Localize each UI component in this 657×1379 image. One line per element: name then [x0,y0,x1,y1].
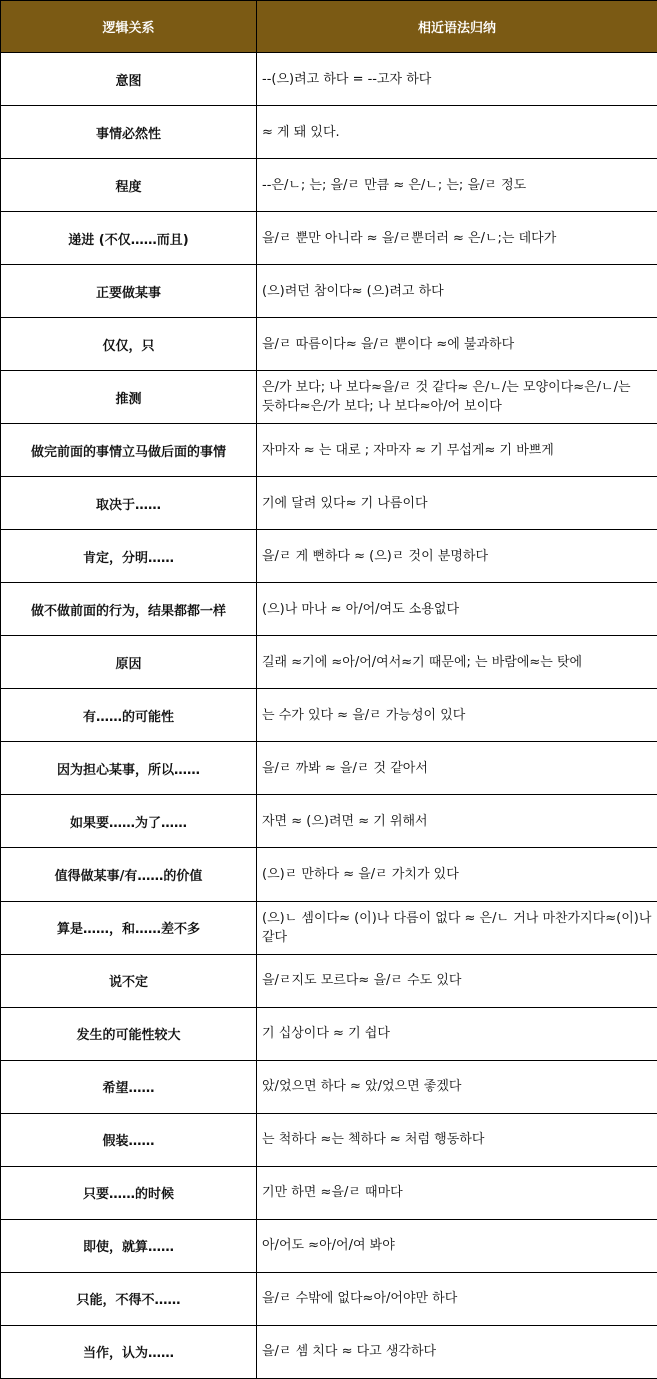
table-row [1,530,657,583]
logic-relation-cell: 仅仅，只 [1,318,257,371]
logic-relation-cell: 有……的可能性 [1,689,257,742]
header-logic-relation: 逻辑关系 [1,1,257,53]
grammar-cell: (으)ㄹ 만하다 ≈ 을/ㄹ 가치가 있다 [257,848,657,901]
logic-relation-cell: 希望…… [1,1060,257,1113]
table-row [1,424,657,477]
logic-relation-cell: 当作，认为…… [1,1325,257,1378]
table-row [1,901,657,954]
grammar-cell: 을/ㄹ지도 모르다≈ 을/ㄹ 수도 있다 [257,954,657,1007]
grammar-cell: --은/ㄴ; 는; 을/ㄹ 만큼 ≈ 은/ㄴ; 는; 을/ㄹ 정도 [257,159,657,212]
grammar-cell: 아/어도 ≈아/어/여 봐야 [257,1219,657,1272]
logic-relation-cell: 假装…… [1,1113,257,1166]
grammar-cell: 을/ㄹ 따름이다≈ 을/ㄹ 뿐이다 ≈에 불과하다 [257,318,657,371]
table-row [1,106,657,159]
table-row [1,954,657,1007]
logic-relation-cell: 程度 [1,159,257,212]
table-row [1,636,657,689]
table-row [1,583,657,636]
logic-relation-cell: 只能，不得不…… [1,1272,257,1325]
table-row [1,1325,657,1378]
logic-relation-cell: 正要做某事 [1,265,257,318]
table-row [1,53,657,106]
table-row [1,742,657,795]
table-row [1,318,657,371]
grammar-cell: 을/ㄹ 게 뻔하다 ≈ (으)ㄹ 것이 분명하다 [257,530,657,583]
table-row [1,848,657,901]
logic-relation-cell: 因为担心某事，所以…… [1,742,257,795]
logic-relation-cell: 递进 (不仅……而且) [1,212,257,265]
grammar-cell: ≈ 게 돼 있다. [257,106,657,159]
grammar-cell: 을/ㄹ 뿐만 아니라 ≈ 을/ㄹ뿐더러 ≈ 은/ㄴ;는 데다가 [257,212,657,265]
table-row [1,159,657,212]
grammar-cell: 기 십상이다 ≈ 기 쉽다 [257,1007,657,1060]
table-header [1,1,657,53]
table-row [1,1113,657,1166]
table-row [1,1166,657,1219]
grammar-cell: 기만 하면 ≈을/ㄹ 때마다 [257,1166,657,1219]
grammar-cell: 을/ㄹ 수밖에 없다≈아/어야만 하다 [257,1272,657,1325]
grammar-cell: 았/었으면 하다 ≈ 았/었으면 좋겠다 [257,1060,657,1113]
grammar-cell: 는 수가 있다 ≈ 을/ㄹ 가능성이 있다 [257,689,657,742]
table-row [1,795,657,848]
table-row [1,477,657,530]
table-row [1,1272,657,1325]
table-row [1,1219,657,1272]
table-row [1,212,657,265]
logic-relation-cell: 做不做前面的行为，结果都都一样 [1,583,257,636]
logic-relation-cell: 只要……的时候 [1,1166,257,1219]
logic-relation-cell: 算是……，和……差不多 [1,901,257,954]
grammar-cell: 을/ㄹ 까봐 ≈ 을/ㄹ 것 같아서 [257,742,657,795]
header-row [1,1,657,53]
logic-relation-cell: 意图 [1,53,257,106]
table-row [1,1060,657,1113]
logic-relation-cell: 如果要……为了…… [1,795,257,848]
grammar-cell: --(으)려고 하다 = --고자 하다 [257,53,657,106]
table-row [1,689,657,742]
logic-relation-cell: 即使，就算…… [1,1219,257,1272]
grammar-cell: (으)ㄴ 셈이다≈ (이)나 다름이 없다 ≈ 은/ㄴ 거나 마찬가지다≈(이)나 같다 [257,901,657,954]
grammar-cell: 는 척하다 ≈는 첵하다 ≈ 처럼 행동하다 [257,1113,657,1166]
grammar-cell: (으)나 마나 ≈ 아/어/여도 소용없다 [257,583,657,636]
logic-relation-cell: 发生的可能性较大 [1,1007,257,1060]
grammar-cell: 을/ㄹ 셈 치다 ≈ 다고 생각하다 [257,1325,657,1378]
logic-relation-cell: 取决于…… [1,477,257,530]
table-row [1,371,657,424]
grammar-cell: 자면 ≈ (으)려면 ≈ 기 위해서 [257,795,657,848]
logic-relation-cell: 事情必然性 [1,106,257,159]
logic-relation-cell: 肯定，分明…… [1,530,257,583]
logic-relation-cell: 值得做某事/有……的价值 [1,848,257,901]
header-similar-grammar: 相近语法归纳 [257,1,657,53]
grammar-cell: 길래 ≈기에 ≈아/어/여서≈기 때문에; 는 바람에≈는 탓에 [257,636,657,689]
table-row [1,1007,657,1060]
table-body [1,53,657,1379]
grammar-cell: 기에 달려 있다≈ 기 나름이다 [257,477,657,530]
logic-relation-cell: 原因 [1,636,257,689]
table-row [1,265,657,318]
grammar-cell: 자마자 ≈ 는 대로 ; 자마자 ≈ 기 무섭게≈ 기 바쁘게 [257,424,657,477]
logic-relation-cell: 推测 [1,371,257,424]
logic-relation-cell: 说不定 [1,954,257,1007]
grammar-cell: 은/가 보다; 나 보다≈을/ㄹ 것 같다≈ 은/ㄴ/는 모양이다≈은/ㄴ/는 듯하다≈은/가 보다; 나 보다≈아/어 보이다 [257,371,657,424]
grammar-cell: (으)려던 참이다≈ (으)려고 하다 [257,265,657,318]
logic-relation-cell: 做完前面的事情立马做后面的事情 [1,424,257,477]
